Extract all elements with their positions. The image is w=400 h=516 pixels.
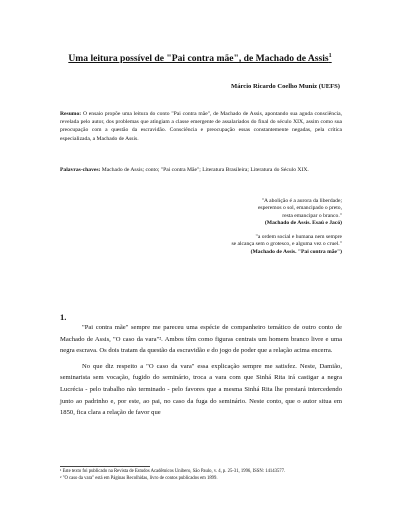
- section-number: 1.: [60, 312, 67, 322]
- abstract: [60, 110, 342, 143]
- footnotes: [60, 469, 342, 484]
- keywords-text: Machado de Assis; conto; "Pai contra Mãe"; Literatura Brasileira; Literatura do Século XIX.: [100, 167, 309, 173]
- abstract-text: O ensaio propõe uma leitura do conto "Pai contra mãe", de Machado de Assis, apontando sua aguda consciência, revelada pelo autor, dos problemas que atingiam a classe emergente de assalariados do final do século XIX, assim como sua preocupação com a questão da escravidão. Consciência e preocupação essas constantemente negadas, pela crítica especializada, a Machado de Assis.: [60, 111, 342, 142]
- epigraph-line: se alcança sem o grotesco, e alguma vez o cruel.": [231, 241, 342, 248]
- epigraph-source: (Machado de Assis. "Pai contra mãe"): [250, 248, 342, 255]
- paper-title-text: Uma leitura possível de "Pai contra mãe", de Machado de Assis: [68, 53, 329, 65]
- epigraph-1: [162, 198, 342, 228]
- author-name: Márcio Ricardo Coelho Muniz (UEFS): [230, 83, 340, 90]
- epigraph-source: (Machado de Assis. Esaú e Jacó): [264, 220, 342, 227]
- keywords-label: Palavras-chaves:: [60, 167, 101, 173]
- paragraph: No que diz respeito a "O caso da vara" essa explicação sempre me satisfez. Neste, Damião, seminarista sem vocação, fugido do seminário, troca a vara com que Sinhá Rita irá castigar a negra Lucrécia - pelo trabalho não terminado - pelo favores que a mesma Sinhá Rita lhe prestará intercedendo junto ao padrinho e, por este, ao pai, no caso da fuga do seminário. Neste conto, que o autor situa em 1850, fica clara a relação de favor que: [60, 362, 342, 417]
- footnote: ¹ Este texto foi publicado na Revista de Estudos Acadêmicos Unibero, São Paulo, v. 4, p. 25-31, 1996, ISSN: 14143577.: [60, 469, 286, 474]
- epigraph-line: "a ordem social e humana nem sempre: [255, 234, 342, 240]
- body-text: [60, 322, 342, 423]
- epigraph-line: resta emancipar o branco.": [282, 212, 342, 219]
- paragraph: "Pai contra mãe" sempre me pareceu uma espécie de companheiro temático de outro conto de Machado de Assis, "O caso da vara"². Ambos têm como figuras centrais um homem branco livre e uma negra escrava. Os dois tratam da questão da escravidão e do jogo de poder que a relação acima encerra.: [60, 324, 342, 355]
- paper-title: [0, 50, 400, 65]
- title-footnote-mark: 1: [328, 53, 332, 59]
- keywords: [60, 166, 342, 174]
- epigraph-line: esperemos o sol, emancipado o preto,: [257, 205, 342, 212]
- footnote-divider: [60, 466, 150, 467]
- epigraph-line: "A abolição é a aurora da liberdade;: [261, 198, 342, 204]
- footnote: ² "O caso da vara" está em Páginas Recolhidas, livro de contos publicados em 1899.: [60, 476, 218, 482]
- epigraph-2: [162, 234, 342, 256]
- abstract-label: Resumo:: [60, 111, 82, 117]
